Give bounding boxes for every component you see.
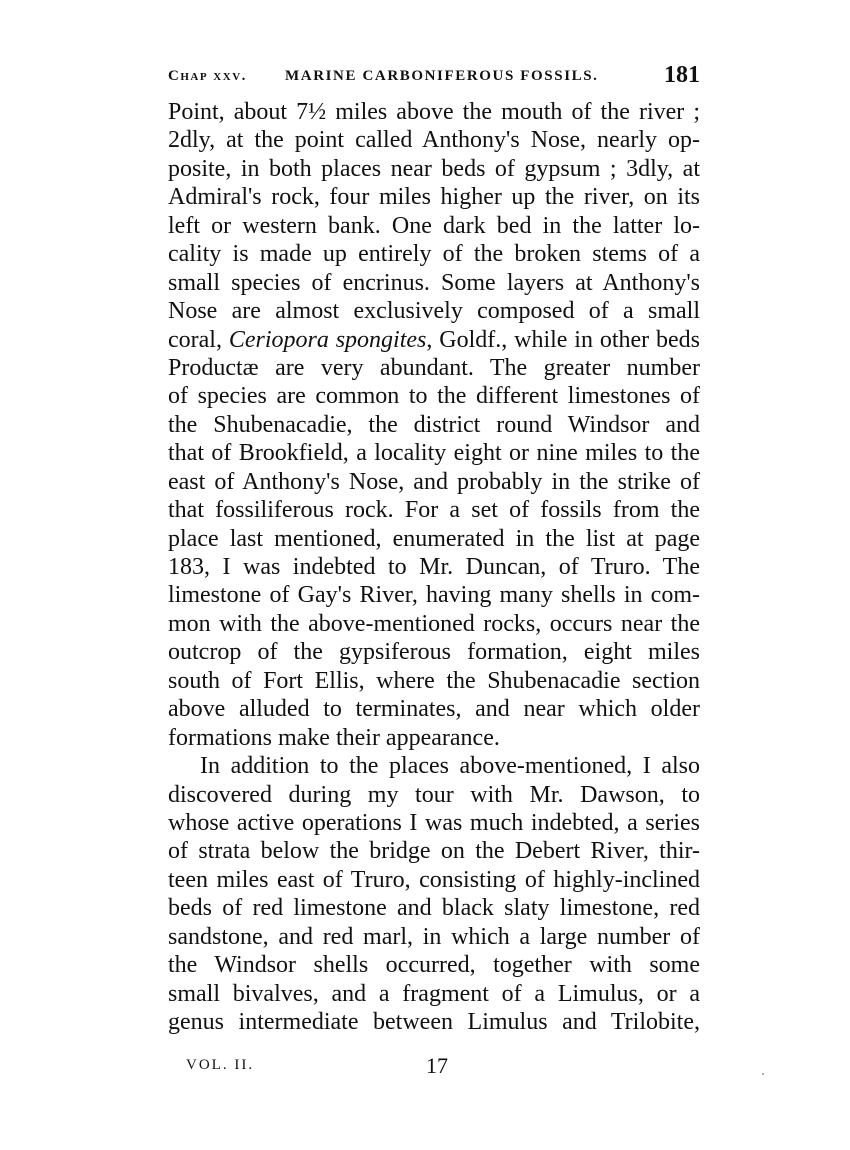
paragraph-2 [168,752,700,1036]
text-line: south of Fort Ellis, where the Shubenacadie section [168,667,700,694]
text-line: Nose are almost exclusively composed of a small [168,298,700,325]
signature-mark: 17 [426,1053,448,1078]
text-line: that of Brookfield, a locality eight or nine miles to the [168,440,700,467]
text-line: the Windsor shells occurred, together with some [168,952,700,979]
text-line: that fossiliferous rock. For a set of fossils from the [168,497,700,524]
text-line: genus intermediate between Limulus and Trilobite, [168,1009,700,1035]
page-footer [186,1053,486,1079]
species-name: Ceriopora spongites [228,326,427,353]
text-line: above alluded to terminates, and near which older [168,696,700,723]
body-text [168,98,700,1036]
running-head [168,62,700,92]
text-line: mon with the above-mentioned rocks, occurs near the [168,610,700,637]
text-line: left or western bank. One dark bed in the latter lo- [168,212,700,239]
text-line: east of Anthony's Nose, and probably in the strike of [168,468,700,495]
text-line: outcrop of the gypsiferous formation, eight miles [168,639,700,666]
text-line: cality is made up entirely of the broken stems of a [168,241,700,268]
text-line: discovered during my tour with Mr. Dawson, to [168,781,700,808]
text-line: coral, Ceriopora spongites, Goldf., while in other beds [168,326,700,353]
text-line: limestone of Gay's River, having many shells in com- [168,582,700,609]
text-line: place last mentioned, enumerated in the list at page [168,525,700,552]
chapter-label: Chap xxv. [168,68,247,84]
page-number: 181 [664,62,700,88]
text-line: In addition to the places above-mentioned, I also [200,753,700,780]
text-line: Productæ are very abundant. The greater number [168,354,700,381]
volume-label: VOL. II. [186,1057,255,1073]
text-line: Point, about 7½ miles above the mouth of the river ; [168,99,700,125]
text-line: posite, in both places near beds of gypsum ; 3dly, at [168,155,700,182]
text-line: small species of encrinus. Some layers at Anthony's [168,269,700,296]
paragraph-1 [168,98,700,752]
text-line: beds of red limestone and black slaty limestone, red [168,895,700,922]
text-line: of species are common to the different limestones of [168,383,700,410]
text-line: of strata below the bridge on the Debert River, thir- [168,838,700,865]
text-line: 183, I was indebted to Mr. Duncan, of Truro. The [168,554,700,580]
text-line: 2dly, at the point called Anthony's Nose, nearly op- [168,127,700,154]
text-line: small bivalves, and a fragment of a Limulus, or a [168,980,700,1007]
text-line: whose active operations I was much indebted, a series [168,809,700,836]
text-line: teen miles east of Truro, consisting of highly-inclined [168,866,700,893]
text-line: formations make their appearance. [168,724,500,751]
text-line: the Shubenacadie, the district round Windsor and [168,411,700,438]
text-line: Admiral's rock, four miles higher up the river, on its [168,184,700,211]
running-title: MARINE CARBONIFEROUS FOSSILS. [285,68,599,84]
paper-speck [762,1073,764,1075]
text-line: sandstone, and red marl, in which a large number of [168,923,700,950]
